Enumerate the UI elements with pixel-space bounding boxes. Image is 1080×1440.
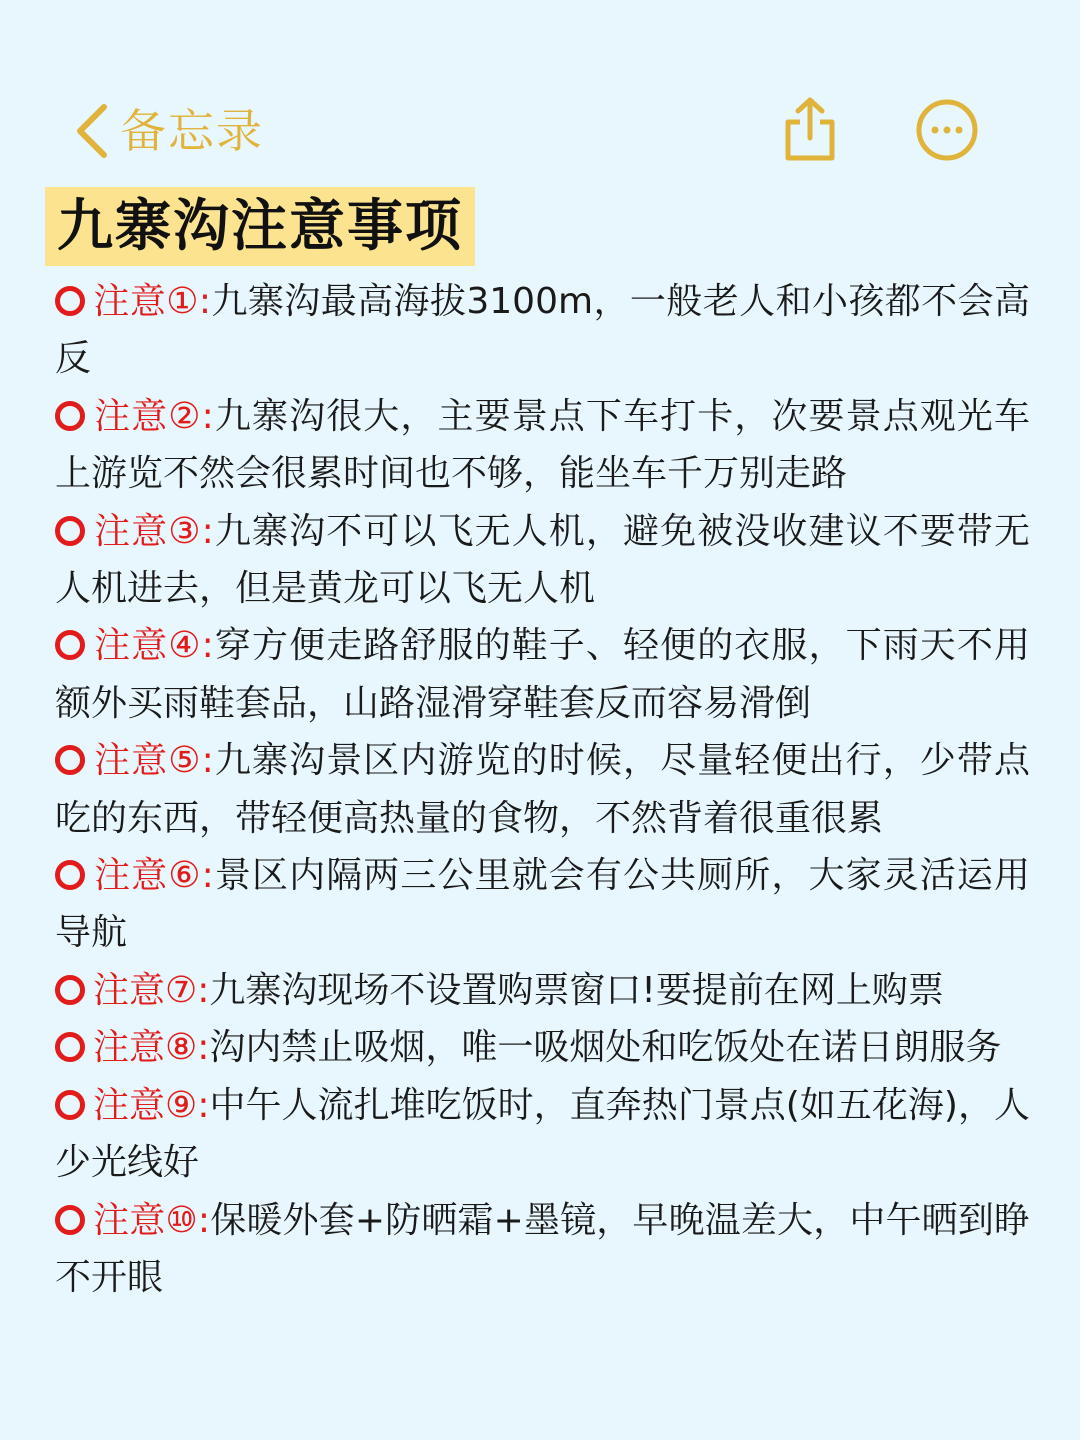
red-circle-icon [55,1205,85,1235]
back-button[interactable] [72,96,264,166]
note-text: 穿方便走路舒服的鞋子、轻便的衣服，下雨天不用额外买雨鞋套品，山路湿滑穿鞋套反而容易滑倒 [55,625,1030,724]
note-text: 九寨沟不可以飞无人机，避免被没收建议不要带无人机进去，但是黄龙可以飞无人机 [55,510,1030,610]
chevron-left-icon [72,101,112,161]
note-title-highlight [45,187,475,266]
red-circle-icon [55,1090,85,1120]
red-circle-icon [55,745,85,775]
share-button[interactable] [782,96,838,162]
red-circle-icon [55,630,85,660]
red-circle-icon [55,1032,85,1062]
note-label: 注意⑥: [93,855,214,897]
note-label: 注意①: [93,281,212,322]
navigation-bar [0,90,1080,170]
note-item [55,388,1030,503]
note-label: 注意⑧: [93,1027,210,1069]
back-label: 备忘录 [120,104,264,158]
note-text: 中午人流扎堆吃饭时，直奔热门景点(如五花海)，人少光线好 [55,1084,1031,1184]
note-title: 九寨沟注意事项 [57,193,463,259]
note-item [55,962,1030,1019]
note-body[interactable] [55,273,1030,1306]
note-text: 九寨沟景区内游览的时候，尽量轻便出行，少带点吃的东西，带轻便高热量的食物，不然背着很重很累 [55,740,1030,839]
note-text: 九寨沟最高海拔3100m，一般老人和小孩都不会高反 [55,281,1031,380]
note-text: 九寨沟现场不设置购票窗口!要提前在网上购票 [209,969,944,1011]
share-icon [782,96,838,162]
note-text: 沟内禁止吸烟，唯一吸烟处和吃饭处在诺日朗服务 [209,1027,1002,1069]
note-item [55,617,1030,732]
note-item [55,1192,1030,1307]
note-label: 注意⑩: [93,1199,211,1241]
red-circle-icon [55,286,85,316]
note-item [55,847,1030,962]
note-label: 注意⑤: [93,740,214,782]
note-text: 景区内隔两三公里就会有公共厕所，大家灵活运用导航 [55,855,1030,954]
red-circle-icon [55,860,85,890]
note-text: 保暖外套+防晒霜+墨镜，早晚温差大，中午晒到睁不开眼 [55,1199,1030,1298]
note-label: 注意②: [93,395,214,437]
note-label: 注意③: [93,510,214,552]
note-item [55,273,1030,388]
note-text: 九寨沟很大，主要景点下车打卡，次要景点观光车上游览不然会很累时间也不够，能坐车千万别走路 [55,395,1030,495]
more-icon [915,98,979,162]
note-label: 注意⑨: [93,1084,210,1126]
note-item [55,732,1030,847]
note-item [55,503,1030,618]
note-label: 注意⑦: [93,969,210,1011]
note-item [55,1019,1030,1076]
note-label: 注意④: [93,625,214,667]
red-circle-icon [55,516,85,546]
note-item [55,1077,1030,1192]
red-circle-icon [55,401,85,431]
red-circle-icon [55,975,85,1005]
more-button[interactable] [915,98,979,162]
